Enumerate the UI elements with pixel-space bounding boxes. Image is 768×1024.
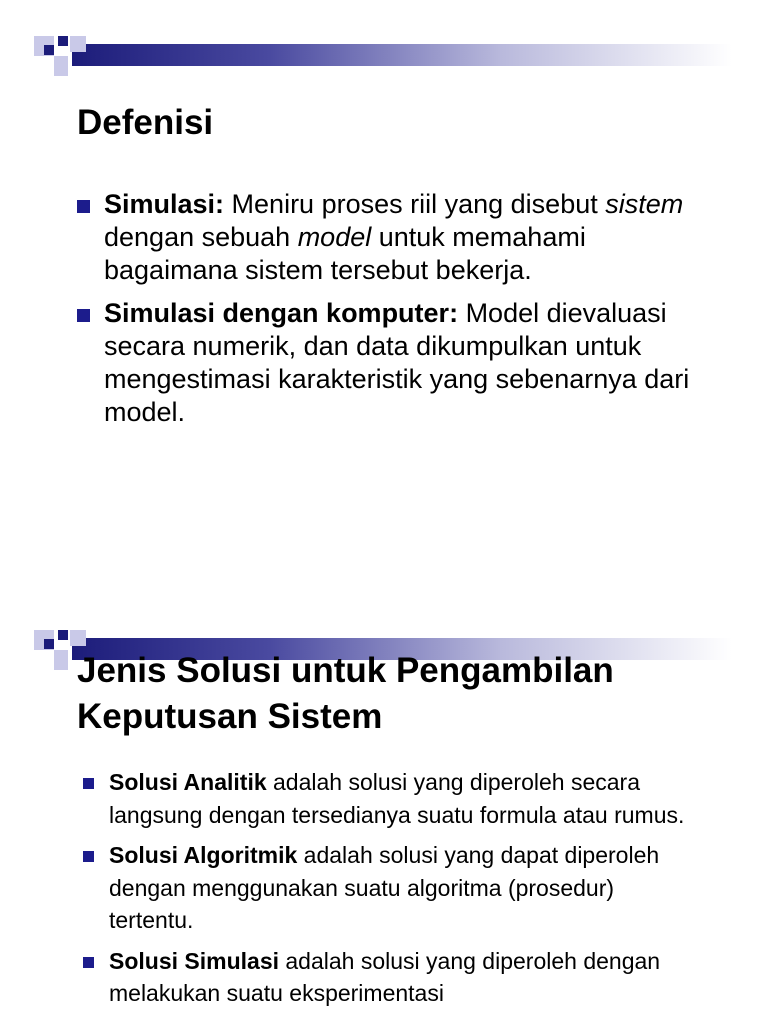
square-bullet-icon — [83, 851, 94, 862]
list-item — [83, 766, 703, 831]
bullet-term: Simulasi: — [104, 189, 225, 219]
square-bullet-icon — [77, 309, 90, 322]
list-item — [83, 945, 703, 1010]
header-gradient-bar — [72, 44, 732, 66]
deco-square-icon — [58, 36, 68, 46]
bullet-text: Model dievaluasi secara numerik, dan data dikumpulkan untuk mengestimasi karakteristik yang sebenarnya dari model. — [104, 298, 690, 427]
deco-square-icon — [54, 650, 68, 670]
header-decoration — [0, 0, 768, 90]
deco-square-icon — [70, 630, 86, 646]
deco-square-icon — [70, 36, 86, 52]
slide-solution-types — [0, 620, 768, 1024]
square-bullet-icon — [83, 957, 94, 968]
square-bullet-icon — [77, 200, 90, 213]
square-bullet-icon — [83, 778, 94, 789]
bullet-term: Solusi Simulasi — [109, 947, 279, 974]
list-item — [83, 839, 703, 937]
bullet-text: dengan sebuah — [104, 222, 298, 252]
deco-square-icon — [44, 639, 54, 649]
bullet-term: Solusi Analitik — [109, 769, 267, 795]
bullet-term: Simulasi dengan komputer: — [104, 298, 459, 328]
bullet-text: adalah solusi yang dapat diperoleh dengan menggunakan suatu algoritma (prosedur) tertentu. — [109, 842, 660, 933]
bullet-text: Meniru proses riil yang disebut — [224, 189, 606, 219]
bullet-text: untuk memahami bagaimana sistem tersebut bekerja. — [104, 222, 586, 285]
deco-square-icon — [58, 630, 68, 640]
list-item — [77, 188, 717, 287]
deco-square-icon — [54, 56, 68, 76]
bullet-emphasis: sistem — [605, 189, 684, 219]
bullet-text: adalah solusi yang diperoleh dengan melakukan suatu eksperimentasi — [109, 947, 661, 1006]
bullet-term: Solusi Algoritmik — [109, 842, 298, 868]
list-item — [77, 297, 717, 429]
slide-title: Jenis Solusi untuk Pengambilan Keputusan Sistem — [77, 651, 614, 736]
bullet-list — [83, 766, 703, 1018]
bullet-text: adalah solusi yang diperoleh secara langsung dengan tersedianya suatu formula atau rumus. — [109, 769, 685, 828]
bullet-list — [77, 188, 717, 439]
slide-title: Defenisi — [77, 103, 214, 142]
bullet-emphasis: model — [297, 222, 372, 252]
deco-square-icon — [44, 45, 54, 55]
